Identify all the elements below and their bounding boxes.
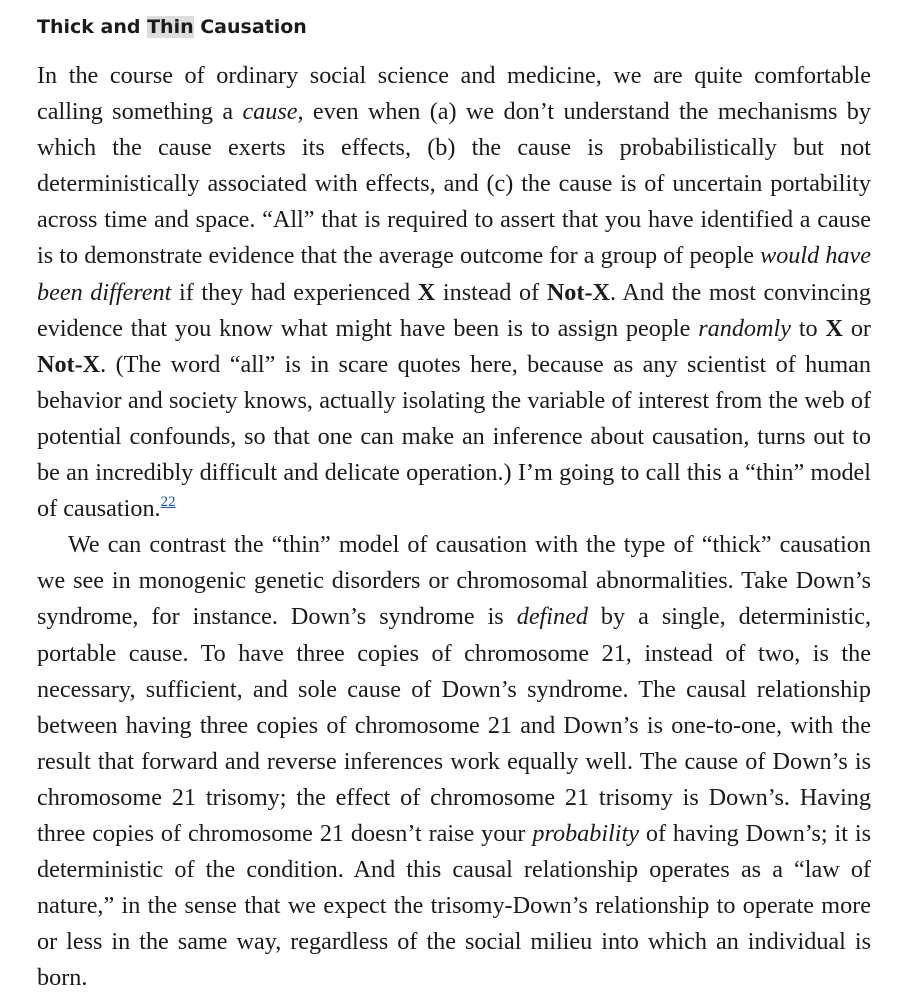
heading-text-start: Thick and	[37, 16, 148, 38]
text-run: We can contrast the “thin” model of causation with the type of “thick” causation we see in monogenic genetic disorders or chromosomal abnormalities. Take Down’s syndrome, for instance. Down’s syndrome is	[37, 531, 871, 631]
italic-text: randomly	[698, 314, 791, 342]
text-run: . (The word “all” is in scare quotes here, because as any scientist of human behavior and society knows, actually isolating the variable of interest from the web of potential confounds, so that one can make an inference about causation, turns out to be an incredibly difficult and delicate operation.) I’m going to call this a “thin” model of causation.	[37, 350, 871, 523]
highlighted-word[interactable]: Thin	[147, 16, 194, 38]
bold-text: Not-X	[546, 278, 610, 306]
paragraph-thin-causation	[37, 58, 871, 527]
text-run: . And the most convincing evidence that you know what might have been is to assign people	[37, 278, 871, 342]
footnote-link[interactable]: 22	[160, 494, 176, 511]
text-run: to	[790, 314, 826, 342]
bold-text: X	[825, 314, 843, 342]
italic-text: defined	[516, 603, 588, 631]
bold-text: Not-X	[37, 350, 101, 378]
paragraph-thick-causation	[37, 527, 871, 996]
text-run: In the course of ordinary social science and medicine, we are quite comfortable calling something a	[37, 62, 871, 126]
text-run: or	[842, 314, 871, 342]
section-heading	[37, 14, 871, 40]
text-run: by a single, deterministic, portable cause. To have three copies of chromosome 21, instead of two, is the necessary, sufficient, and sole cause of Down’s syndrome. The causal relationship between having three copies of chromosome 21 and Down’s is one-to-one, with the result that forward and reverse inferences work equally well. The cause of Down’s is chromosome 21 trisomy; the effect of chromosome 21 trisomy is Down’s. Having three copies of chromosome 21 doesn’t raise your	[37, 603, 871, 847]
bold-text: X	[417, 278, 436, 306]
text-run: even when (a) we don’t understand the mechanisms by which the cause exerts its effects, (b) the cause is probabilistically but not deterministically associated with effects, and (c) the cause is of uncertain portability across time and space. “All” that is required to assert that you have identified a cause is to demonstrate evidence that the average outcome for a group of people	[37, 98, 871, 270]
text-run: of having Down’s; it is deterministic of the condition. And this causal relationship operates as a “law of nature,” in the sense that we expect the trisomy-Down’s relationship to operate more or less in the same way, regardless of the social milieu into which an individual is born.	[37, 819, 872, 992]
book-page	[37, 14, 871, 996]
heading-text-end: Causation	[193, 16, 307, 38]
text-run: if they had experienced	[171, 278, 418, 306]
italic-text: cause,	[242, 98, 304, 126]
text-run: instead of	[435, 278, 547, 306]
italic-text: would have been different	[37, 242, 871, 306]
italic-text: probability	[532, 819, 639, 847]
